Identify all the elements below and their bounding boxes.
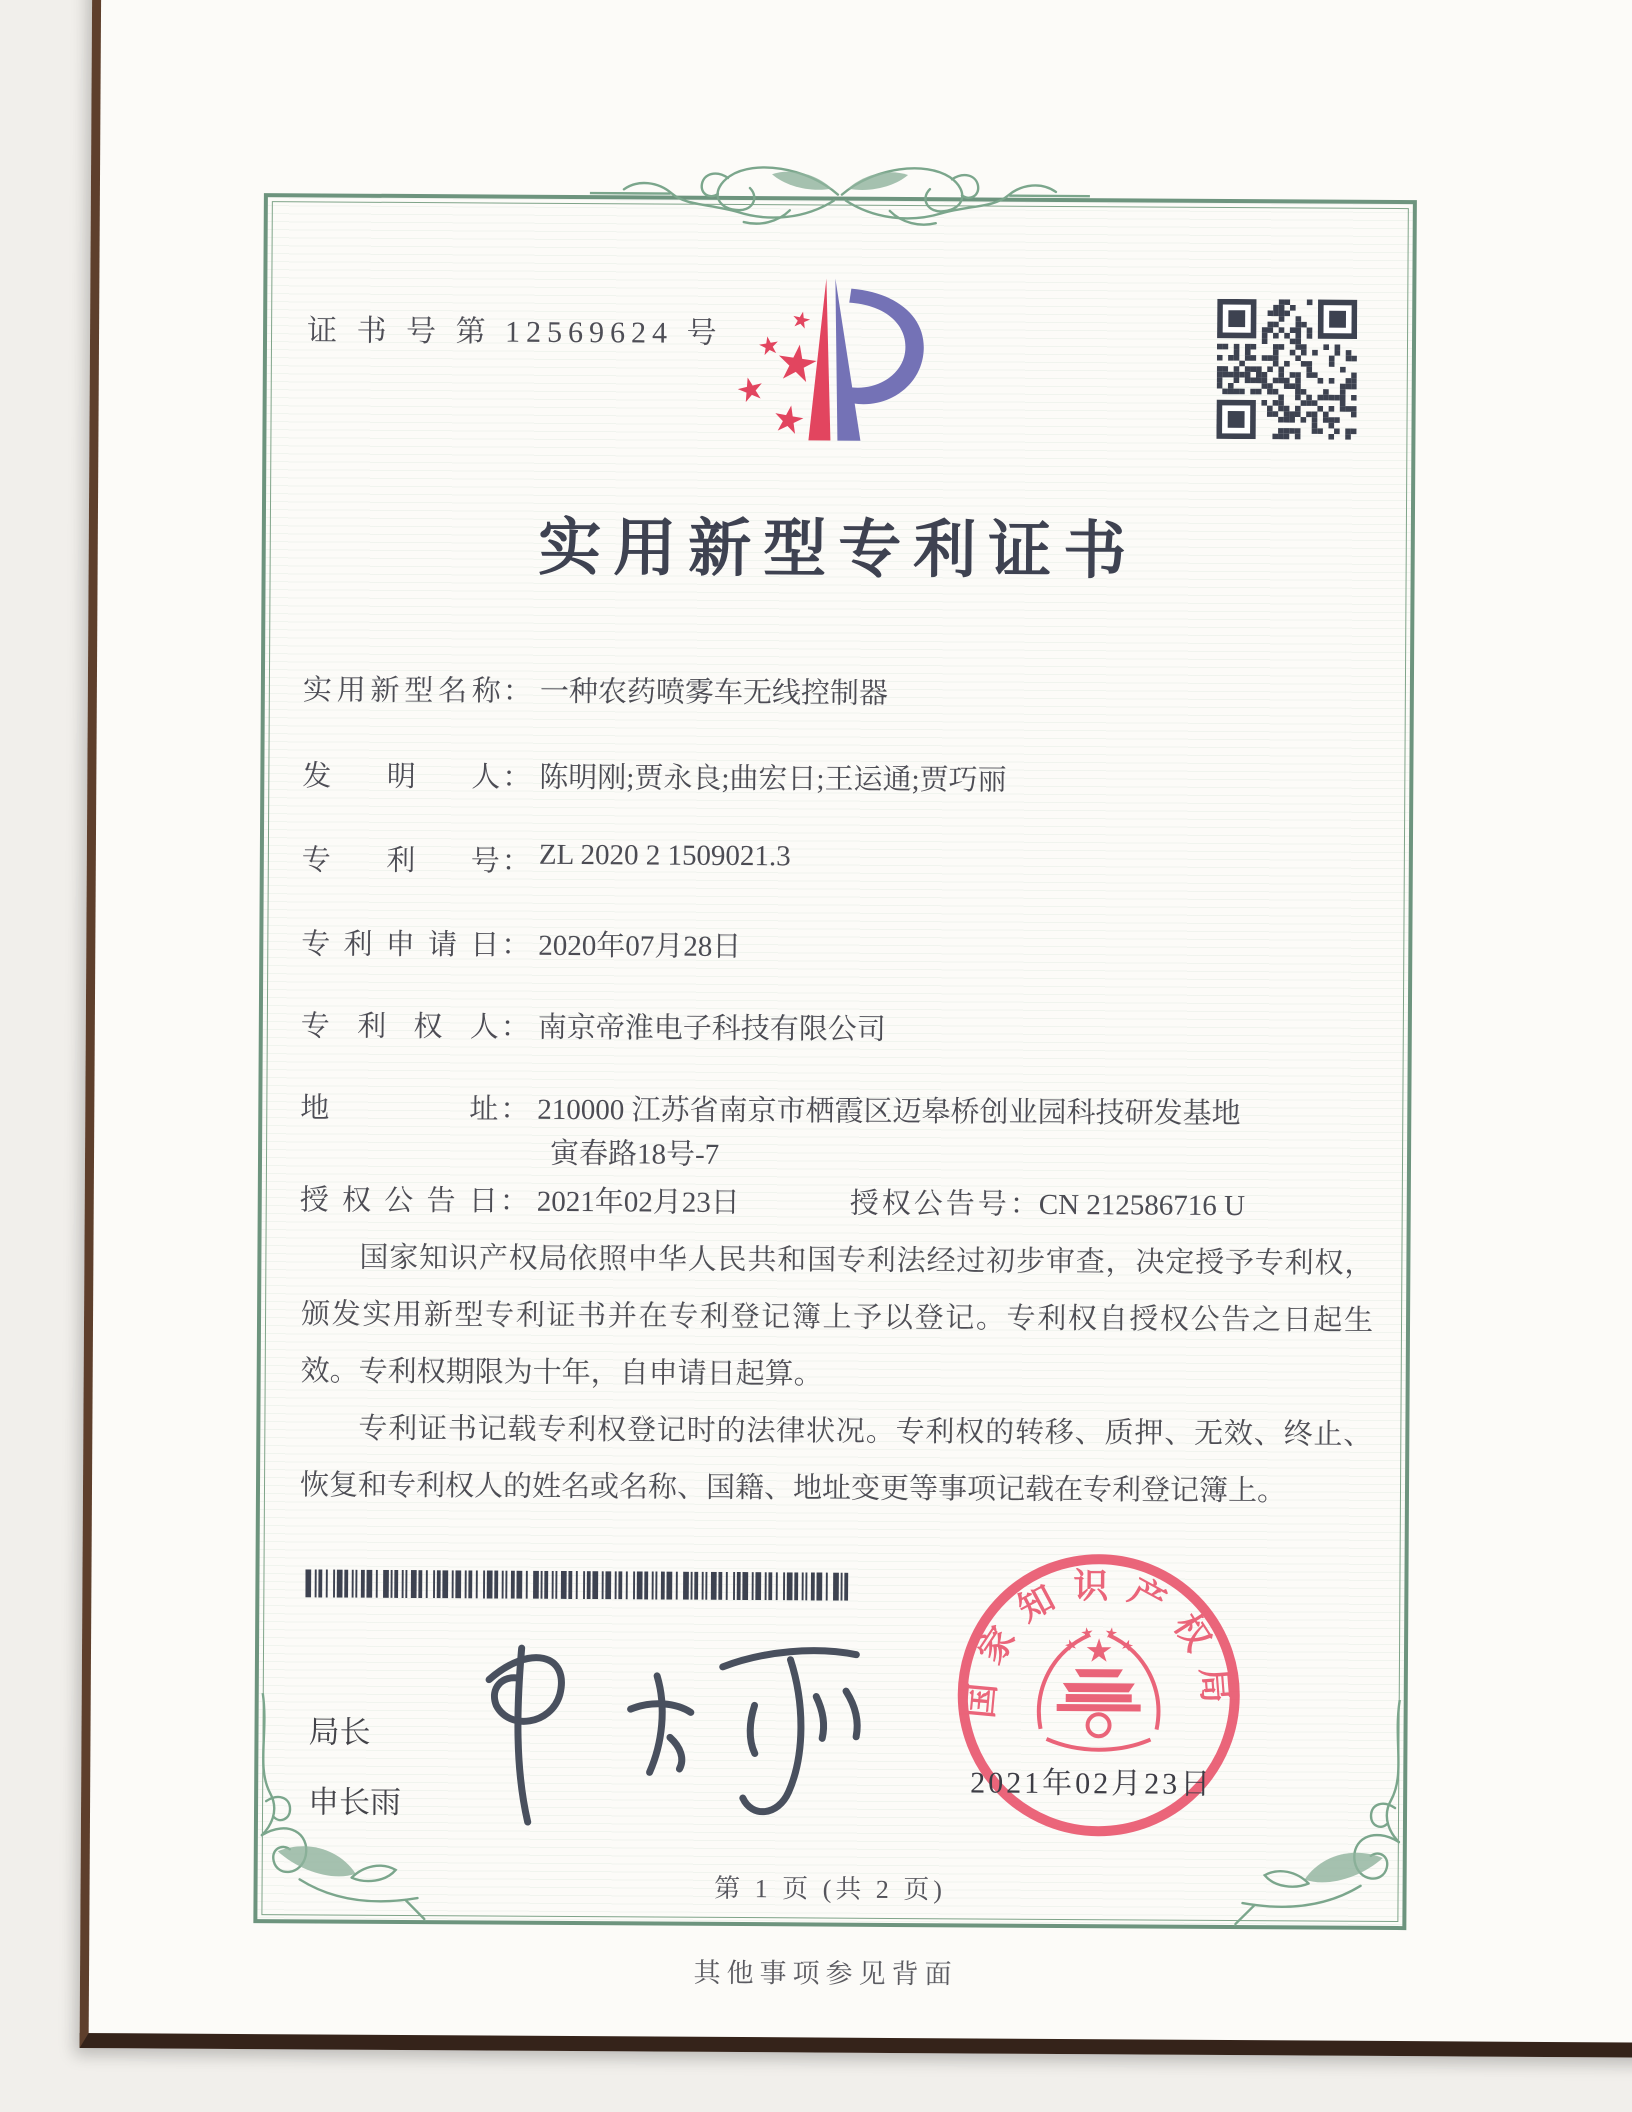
field-value: 2020年07月28日 [538,929,742,964]
certificate-title: 实用新型专利证书 [538,512,1139,587]
field-value: CN 212586716 U [1038,1188,1246,1223]
field-value: 210000 江苏省南京市栖霞区迈皋桥创业园科技研发基地 [537,1093,1241,1131]
field-label: 专利权人 [300,1010,499,1044]
field-value: 2021年02月23日 [536,1185,740,1220]
legal-paragraph-2: 专利证书记载专利权登记时的法律状况。专利权的转移、质押、无效、终止、恢复和专利权人的姓名或名称、国籍、地址变更等事项记载在专利登记簿上。 [299,1412,1373,1508]
field-value: 南京帝淮电子科技有限公司 [537,1011,886,1046]
field-label: 地址 [300,1092,499,1126]
seal-national-emblem [1039,1626,1159,1750]
seal-ring-text: 国家知识产权局 [960,1566,1237,1722]
legal-text-block [300,1229,1374,1521]
field-grant-date: 授权公告日： 2021年02月23日 [300,1177,740,1221]
cnipa-logo [704,272,945,459]
director-title: 局长 [308,1714,371,1750]
back-note: 其他事项参见背面 [693,1957,958,1990]
certificate-photo [80,0,1632,2058]
field-address: 地址： 210000 江苏省南京市栖霞区迈皋桥创业园科技研发基地 [300,1085,1241,1132]
bureau-signoff [308,1697,402,1838]
certificate-frame [253,193,1417,1930]
field-grant-number: 授权公告号：CN 212586716 U [849,1187,1246,1223]
seal-date: 2021年02月23日 [970,1766,1214,1801]
logo-stars [735,309,819,435]
field-label: 专利号 [301,844,500,878]
field-inventors: 发明人： 陈明刚;贾永良;曲宏日;王运通;贾巧丽 [302,753,1006,798]
field-patent-number: 专利号： ZL 2020 2 1509021.3 [301,838,791,878]
field-value: ZL 2020 2 1509021.3 [538,838,791,873]
field-label: 专利申请日 [301,928,500,962]
field-patentee: 专利权人： 南京帝淮电子科技有限公司 [301,1003,886,1048]
qr-code [1216,299,1357,440]
field-value: 陈明刚;贾永良;曲宏日;王运通;贾巧丽 [539,761,1007,797]
field-label: 实用新型名称 [302,674,501,708]
director-name: 申长雨 [307,1784,402,1820]
field-value: 一种农药喷雾车无线控制器 [539,675,888,710]
field-utility-model-name: 实用新型名称： 一种农药喷雾车无线控制器 [303,667,888,712]
field-label: 发明人 [302,760,501,794]
field-label: 授权公告日 [299,1184,498,1218]
barcode [305,1569,857,1600]
logo-purple-p [834,279,924,442]
field-address-line2: 寅春路18号-7 [549,1137,720,1171]
handwritten-signature [463,1606,944,1849]
legal-paragraph-1: 国家知识产权局依照中华人民共和国专利法经过初步审查，决定授予专利权，颁发实用新型专利证书并在专利登记簿上予以登记。专利权自授权公告之日起生效。专利权期限为十年，自申请日起算。 [300,1241,1374,1391]
top-flourish-ornament [590,147,1091,246]
page-indicator: 第 1 页 (共 2 页) [714,1873,947,1905]
field-filing-date: 专利申请日： 2020年07月28日 [301,921,741,965]
certificate-number: 证 书 号 第 12569624 号 [306,314,723,350]
logo-red-spike [808,278,831,440]
field-label: 授权公告号 [849,1187,1010,1221]
